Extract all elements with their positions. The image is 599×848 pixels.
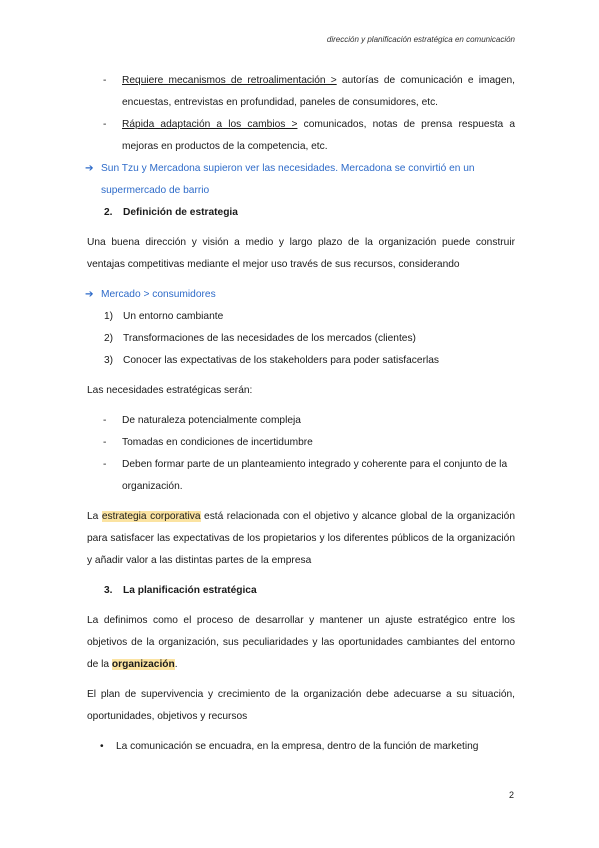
heading-number: 3. [104,585,113,596]
dash-marker: - [103,459,107,470]
item-text: De naturaleza potencialmente compleja [122,415,301,426]
heading-text: La planificación estratégica [123,585,257,596]
section-heading [87,202,515,224]
list-item [87,454,515,498]
list-item [87,70,515,114]
numbered-item [87,328,515,350]
item-text: Un entorno cambiante [123,311,224,322]
dash-marker: - [103,119,107,130]
arrow-note-text: Sun Tzu y Mercadona supieron ver las necesidades. Mercadona se convirtió en un supermercado de barrio [101,163,475,196]
item-text: Conocer las expectativas de los stakeholders para poder satisfacerlas [123,355,439,366]
item-text: Transformaciones de las necesidades de los mercados (clientes) [123,333,416,344]
item-number: 1) [104,311,114,322]
item-text: autorías de comunicación e imagen, encuestas, entrevistas en profundidad, paneles de consumidores, etc. [122,75,515,108]
item-text: Deben formar parte de un planteamiento integrado y coherente para el conjunto de la organización. [122,459,508,492]
page-number: 2 [509,790,515,800]
underlined-text: Requiere mecanismos de retroalimentación > [122,75,337,86]
item-text: Tomadas en condiciones de incertidumbre [122,437,313,448]
section-heading [87,580,515,602]
text: . [174,659,178,670]
numbered-item [87,350,515,372]
paragraph: Una buena dirección y visión a medio y largo plazo de la organización puede construir ventajas competitivas mediante el mejor uso través de sus recursos, considerando [87,237,515,270]
bullet-item [87,736,515,758]
text: está relacionada con el objetivo y alcance global de la organización para satisfacer las expectativas de los propietarios y los diferentes públicos de la organización y añadir valor a las distintas partes de la empresa [87,511,515,566]
item-text: comunicados, notas de prensa respuesta a mejoras en productos de la competencia, etc. [122,119,516,152]
paragraph [87,610,515,676]
dash-marker: - [103,75,107,86]
highlighted-text: organización [111,659,175,670]
dash-marker: - [103,437,107,448]
arrow-note-text: Mercado > consumidores [101,289,216,300]
list-item [87,114,515,158]
list-item [87,432,515,454]
text: La [87,511,102,522]
page-content [87,70,515,758]
numbered-item [87,306,515,328]
heading-text: Definición de estrategia [123,207,238,218]
arrow-right-icon: ➔ [85,163,94,174]
running-header: dirección y planificación estratégica en comunicación [326,35,515,44]
underlined-text: Rápida adaptación a los cambios > [122,119,298,130]
arrow-note [85,284,515,306]
item-number: 2) [104,333,114,344]
item-text: La comunicación se encuadra, en la empresa, dentro de la función de marketing [116,741,479,752]
paragraph: Las necesidades estratégicas serán: [87,385,253,396]
arrow-note [85,158,515,202]
dash-marker: - [103,415,107,426]
highlighted-text: estrategia corporativa [101,511,201,522]
heading-number: 2. [104,207,113,218]
paragraph [87,506,515,572]
arrow-right-icon: ➔ [85,289,94,300]
text: La definimos como el proceso de desarrollar y mantener un ajuste estratégico entre los objetivos de la organización, sus peculiaridades y las oportunidades cambiantes del entorno de la [87,615,515,670]
paragraph: El plan de supervivencia y crecimiento de la organización debe adecuarse a su situación, oportunidades, objetivos y recursos [87,689,515,722]
bullet-marker: • [100,741,104,752]
item-number: 3) [104,355,114,366]
list-item [87,410,515,432]
